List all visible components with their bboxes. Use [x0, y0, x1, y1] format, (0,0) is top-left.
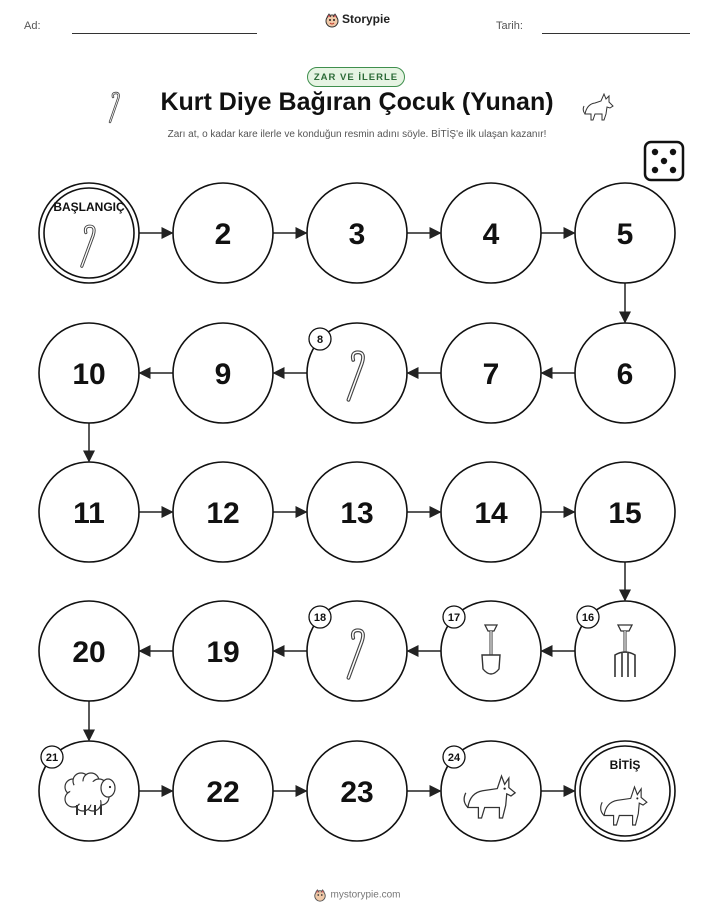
- footer-url: mystorypie.com: [330, 889, 401, 901]
- board-cell: [575, 323, 675, 423]
- board-cell: [173, 601, 273, 701]
- board-cell: [307, 741, 407, 841]
- name-label: Ad:: [24, 20, 41, 32]
- cell-number: 4: [482, 218, 500, 251]
- board-cell: [307, 323, 407, 423]
- board-cell: [441, 183, 541, 283]
- page-title: Kurt Diye Bağıran Çocuk (Yunan): [160, 88, 554, 116]
- cell-number: 22: [206, 776, 240, 809]
- date-label: Tarih:: [496, 20, 523, 32]
- cell-number: 15: [608, 497, 642, 530]
- board-cell: [39, 741, 139, 841]
- cell-number: 9: [214, 358, 232, 391]
- cell-number: 12: [206, 497, 240, 530]
- board-cell: [39, 601, 139, 701]
- cell-number-badge: 8: [316, 334, 324, 346]
- finish-cell: [575, 741, 675, 841]
- cell-number: 14: [474, 497, 508, 530]
- board-cell: [173, 323, 273, 423]
- board-cell: [173, 741, 273, 841]
- board-cell: [307, 183, 407, 283]
- board-cell: [441, 462, 541, 562]
- cell-number: 10: [72, 358, 106, 391]
- board-cell: [39, 462, 139, 562]
- cell-number-badge: 21: [45, 752, 59, 764]
- cell-number: 7: [482, 358, 500, 391]
- board-cell: [575, 462, 675, 562]
- cell-number: 2: [214, 218, 232, 251]
- board-cell: [307, 601, 407, 701]
- instructions: Zarı at, o kadar kare ilerle ve konduğun resmin adını söyle. BİTİŞ'e ilk ulaşan kazanır!: [167, 129, 547, 140]
- cell-number: 19: [206, 636, 240, 669]
- board-cell: [307, 462, 407, 562]
- board-cell: [441, 601, 541, 701]
- brand-name: Storypie: [341, 12, 390, 27]
- finish-label: BİTİŞ: [609, 758, 641, 772]
- storypie-mascot-icon: [313, 888, 327, 902]
- cell-number: 20: [72, 636, 106, 669]
- cell-number: 11: [73, 497, 105, 530]
- board-cell: [39, 323, 139, 423]
- board-cell: [575, 601, 675, 701]
- board-cell: [441, 741, 541, 841]
- board-cell: [575, 183, 675, 283]
- cell-number: 5: [616, 218, 634, 251]
- cell-number-badge: 18: [313, 612, 327, 624]
- cell-number: 13: [340, 497, 374, 530]
- cell-number: 23: [340, 776, 374, 809]
- board-cell: [441, 323, 541, 423]
- board-cell: [173, 462, 273, 562]
- cell-number: 6: [616, 358, 634, 391]
- cell-number: 3: [348, 218, 366, 251]
- game-type-badge: ZAR VE İLERLE: [307, 67, 405, 87]
- board-cell: [173, 183, 273, 283]
- cell-number-badge: 16: [581, 612, 595, 624]
- cell-number-badge: 17: [447, 612, 461, 624]
- start-cell: [39, 183, 139, 283]
- cell-number-badge: 24: [447, 752, 461, 764]
- start-label: BAŞLANGIÇ: [53, 200, 125, 214]
- footer: [0, 888, 714, 902]
